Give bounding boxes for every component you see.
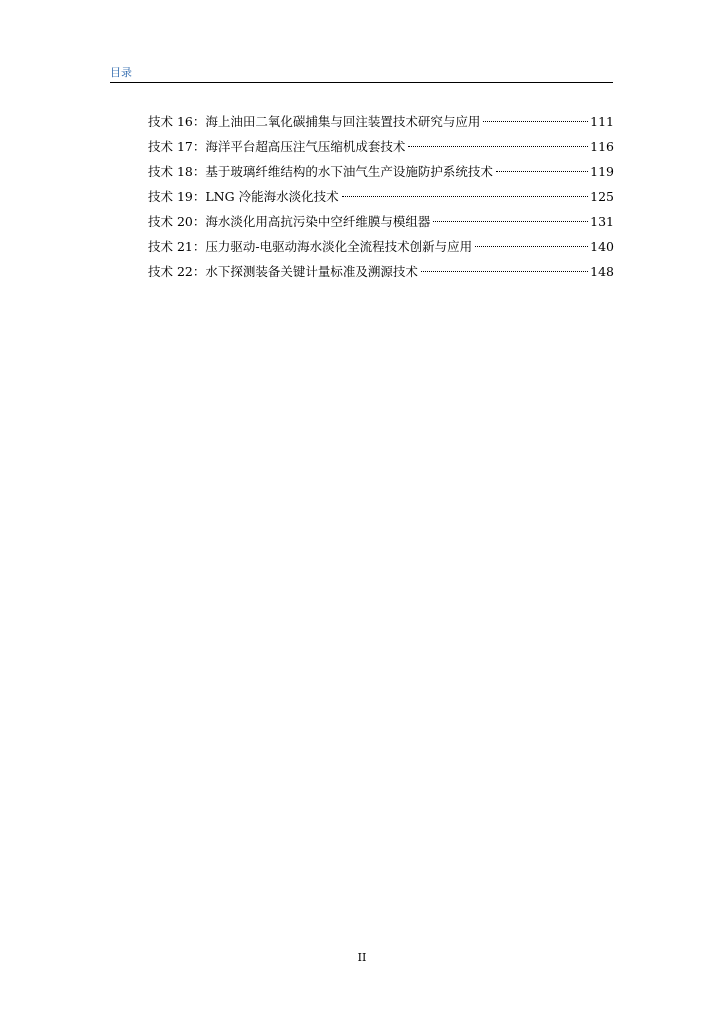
toc-entry[interactable] <box>148 112 614 137</box>
toc-entry[interactable] <box>148 187 614 212</box>
toc-entry-title: 技术 19：LNG 冷能海水淡化技术 <box>148 189 339 204</box>
dot-leader <box>342 196 589 197</box>
dot-leader <box>496 171 588 172</box>
toc-entry-title: 技术 20：海水淡化用高抗污染中空纤维膜与模组器 <box>148 214 431 229</box>
toc-entry-page: 116 <box>590 139 614 154</box>
toc-entry-page: 125 <box>590 189 614 204</box>
toc-entry-page: 140 <box>590 239 614 254</box>
toc-entry-title: 技术 17：海洋平台超高压注气压缩机成套技术 <box>148 139 406 154</box>
dot-leader <box>475 246 588 247</box>
toc-entry-title: 技术 21：压力驱动-电驱动海水淡化全流程技术创新与应用 <box>148 239 473 254</box>
toc-entry-title: 技术 22：水下探测装备关键计量标准及溯源技术 <box>148 264 418 279</box>
dot-leader <box>483 121 588 122</box>
toc-entry[interactable] <box>148 137 614 162</box>
dot-leader <box>421 271 588 272</box>
toc-entry-page: 111 <box>590 114 614 129</box>
toc-entry-page: 131 <box>590 214 614 229</box>
toc-entry[interactable] <box>148 212 614 237</box>
dot-leader <box>408 146 588 147</box>
toc-entry[interactable] <box>148 162 614 187</box>
toc-entry[interactable] <box>148 262 614 287</box>
dot-leader <box>433 221 588 222</box>
table-of-contents <box>148 112 614 287</box>
toc-entry[interactable] <box>148 237 614 262</box>
toc-entry-page: 148 <box>590 264 614 279</box>
page-number: II <box>357 951 367 964</box>
toc-entry-title: 技术 16：海上油田二氧化碳捕集与回注装置技术研究与应用 <box>148 114 481 129</box>
page-header <box>110 66 613 83</box>
toc-entry-page: 119 <box>590 164 614 179</box>
header-title: 目录 <box>110 66 132 79</box>
toc-entry-title: 技术 18：基于玻璃纤维结构的水下油气生产设施防护系统技术 <box>148 164 493 179</box>
